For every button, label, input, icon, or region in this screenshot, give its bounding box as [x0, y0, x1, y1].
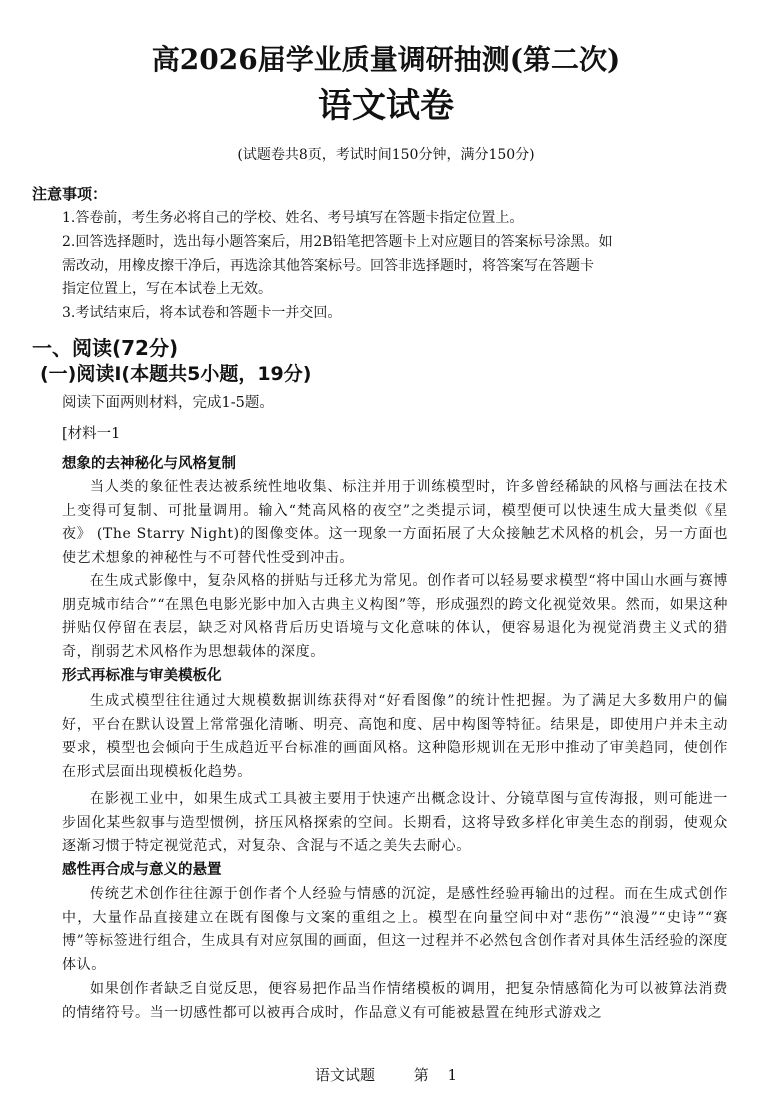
notice-item-2: 2.回答选择题时，选出每小题答案后，用2B铅笔把答题卡上对应题目的答案标号涂黑。如 — [62, 234, 613, 250]
page-footer — [0, 1064, 772, 1086]
notice-item-1: 1.答卷前，考生务必将自己的学校、姓名、考号填写在答题卡指定位置上。 — [62, 210, 524, 226]
paragraph: 在生成式影像中，复杂风格的拼贴与迁移尤为常见。创作者可以轻易要求模型“将中国山水画与赛博朋克城市结合”“在黑色电影光影中加入古典主义构图”等，形成强烈的跨文化视觉效果。然而，如果这种拼贴仅停留在表层，缺乏对风格背后历史语境与文化意味的体认，便容易退化为视觉消费主义式的猎奇，削弱艺术风格作为思想载体的深度。 — [62, 573, 728, 660]
paragraph: 生成式模型往往通过大规模数据训练获得对“好看图像”的统计性把握。为了满足大多数用户的偏好，平台在默认设置上常常强化清晰、明亮、高饱和度、居中构图等特征。结果是，即使用户并未主动要求，模型也会倾向于生成趋近平台标准的画面风格。这种隐形规训在无形中推动了审美趋同，使创作在形式层面出现模板化趋势。 — [62, 693, 728, 780]
instruction: 阅读下面两则材料，完成1-5题。 — [62, 395, 274, 411]
paragraph: 如果创作者缺乏自觉反思，便容易把作品当作情绪模板的调用，把复杂情感简化为可以被算法消费的情绪符号。当一切感性都可以被再合成时，作品意义有可能被悬置在纯形式游戏之 — [62, 981, 728, 1021]
exam-title: 高2026届学业质量调研抽测(第二次) — [151, 43, 621, 76]
page-number: 第 1 — [413, 1066, 458, 1084]
notice-item-2-cont: 指定位置上，写在本试卷上无效。 — [62, 281, 272, 297]
paragraph-heading: 想象的去神秘化与风格复制 — [62, 456, 236, 472]
notice-item-2-cont: 需改动，用橡皮擦干净后，再选涂其他答案标号。回答非选择题时，将答案写在答题卡 — [62, 258, 594, 274]
paragraph: 在影视工业中，如果生成式工具被主要用于快速产出概念设计、分镜草图与宣传海报，则可能进一步固化某些叙事与造型惯例，挤压风格探索的空间。长期看，这将导致多样化审美生态的削弱，使观众逐渐习惯于特定视觉范式，对复杂、含混与不适之美失去耐心。 — [62, 791, 728, 855]
subject-title: 语文试卷 — [318, 86, 454, 126]
paragraph-heading: 形式再标准与审美模板化 — [62, 668, 222, 684]
paragraph-heading: 感性再合成与意义的悬置 — [62, 862, 222, 878]
section-heading: 一、阅读(72分) — [32, 336, 179, 360]
footer-label: 语文试题 — [314, 1066, 375, 1084]
subsection-heading: (一)阅读I(本题共5小题，19分) — [40, 363, 312, 385]
material-label: [材料一1 — [62, 426, 121, 442]
exam-meta: (试题卷共8页，考试时间150分钟，满分150分) — [237, 147, 535, 163]
paragraph: 传统艺术创作往往源于创作者个人经验与情感的沉淀，是感性经验再输出的过程。而在生成式创作中，大量作品直接建立在既有图像与文案的重组之上。模型在向量空间中对“悲伤”“浪漫”“史诗”“赛博”等标签进行组合，生成具有对应氛围的画面，但这一过程并不必然包含创作者对具体生活经验的深度体认。 — [62, 886, 728, 973]
notice-heading: 注意事项： — [32, 185, 108, 203]
paragraph: 当人类的象征性表达被系统性地收集、标注并用于训练模型时，许多曾经稀缺的风格与画法在技术上变得可复制、可批量调用。输入“梵高风格的夜空”之类提示词，模型便可以快速生成大量类似《星夜》 (The Starry Night)的图像变体。这一现象一方面拓展了大众接触艺术风格的机会，另一方面也使艺术想象的神秘性与不可替代性受到冲击。 — [62, 479, 728, 566]
notice-item-3: 3.考试结束后，将本试卷和答题卡一并交回。 — [62, 305, 342, 321]
